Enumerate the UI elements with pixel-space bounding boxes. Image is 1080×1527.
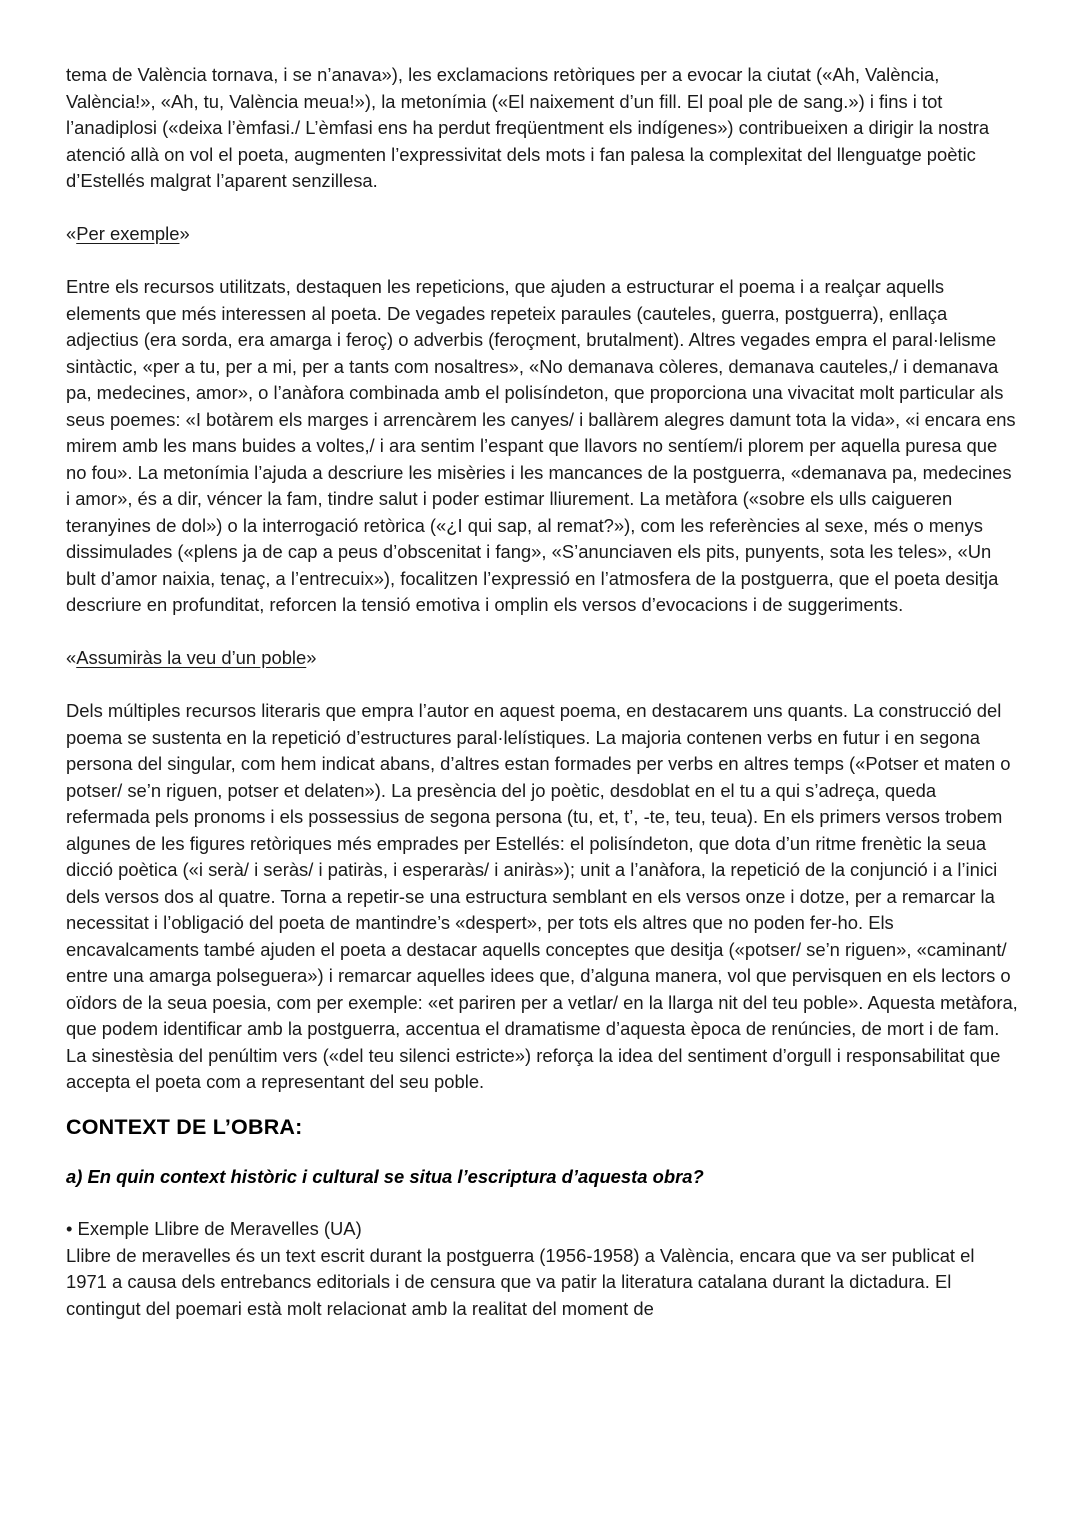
example-bullet: • Exemple Llibre de Meravelles (UA)	[66, 1218, 362, 1239]
close-quote: »	[179, 223, 190, 244]
spacer	[66, 672, 1018, 699]
open-quote: «	[66, 223, 77, 244]
section-body-assumiras: Dels múltiples recursos literaris que empra l’autor en aquest poema, en destacarem uns quants. La construcció del poema se sustenta en la repetició d’estructures paral·lelístiques. La majoria contenen verbs en futur i en segona persona del singular, com hem indicat abans, d’altres estan formades per verbs en altres temps («Potser et maten o potser/ se’n riguen, potser et delaten»). La presència del jo poètic, desdoblat en el tu a qui s’adreça, queda refermada pels pronoms i els possessius de segona persona (tu, et, t’, -te, teu, teua). En els primers versos trobem algunes de les figures retòriques més emprades per Estellés: el polisíndeton, que dota d’un ritme frenètic la seua dicció poètica («i serà/ i seràs/ i patiràs, i esperaràs/ i aniràs»); unit a l’anàfora, la repetició de la conjunció i a l’inici dels versos dos al quatre. Torna a repetir-se una estructura semblant en els versos onze i dotze, per a remarcar la necessitat i l’obligació del poeta de mantindre’s «despert», per tots els altres que no poden fer-ho. Els encavalcaments també ajuden el poeta a destacar aquells conceptes que desitja («potser/ se’n riguen», «caminant/ entre una amarga polseguera») i remarcar aquelles idees que, d’alguna manera, vol que pervisquen en els lectors o oïdors de la seua poesia, com per exemple: «et pariren per a vetlar/ en la llarga nit del teu poble». Aquesta metàfora, que podem identificar amb la postguerra, accentua el dramatisme d’aquesta època de renúncies, de mort i de fam. La sinestèsia del penúltim vers («del teu silenci estricte») reforça la idea del sentiment d’orgull i responsabilitat que accepta el poeta com a representant del seu poble.	[66, 700, 1018, 1092]
spacer	[66, 195, 1018, 222]
example-body: Llibre de meravelles és un text escrit durant la postguerra (1956-1958) a València, encara que va ser publicat el 1971 a causa dels entrebancs editorials i de censura que va patir la literatura catalana durant la dictadura. El contingut del poemari està molt relacionat amb la realitat del moment de	[66, 1244, 975, 1319]
close-quote: »	[306, 647, 317, 668]
section-title-text: Per exemple	[76, 223, 180, 244]
section-title-per-exemple	[66, 221, 1018, 248]
open-quote: «	[66, 647, 77, 668]
section-body-per-exemple: Entre els recursos utilitzats, destaquen les repeticions, que ajuden a estructurar el poema i a realçar aquells elements que més interessen al poeta. De vegades repeteix paraules (cauteles, guerra, postguerra), enllaça adjectius (era sorda, era amarga i feroç) o adverbis (feroçment, brutalment). Altres vegades empra el paral·lelisme sintàctic, «per a tu, per a mi, per a tants com nosaltres», «No demanava còleres, demanava cauteles,/ i demanava pa, medecines, amor», o l’anàfora combinada amb el polisíndeton, que proporciona una vivacitat molt particular als seus poemes: «I botàrem els marges i arrencàrem les canyes/ i ballàrem alegres damunt tota la vida», «i encara ens mirem amb les mans buides a voltes,/ i ara sentim l’espant que llavors no sentíem/i plorem per aquella puresa que no fou». La metonímia l’ajuda a descriure les misèries i les mancances de la postguerra, «demanava pa, medecines i amor», és a dir, véncer la fam, tindre salut i poder estimar lliurement. La metàfora («sobre els ulls caigueren teranyines de dol») o la interrogació retòrica («¿I qui sap, al remat?»), com les referències al sexe, més o menys dissimulades («plens ja de cap a peus d’obscenitat i fang», «S’anunciaven els pits, punyents, sota les teles», «Un bult d’amor naixia, tenaç, a l’entrecuix»), focalitzen l’expressió en l’atmosfera de la postguerra, que el poeta desitja descriure en profunditat, reforcen la tensió emotiva i omplin els versos d’evocacions i de suggeriments.	[66, 276, 1016, 615]
question-a: a) En quin context històric i cultural se situa l’escriptura d’aquesta obra?	[66, 1165, 704, 1187]
spacer	[66, 248, 1018, 275]
spacer	[66, 619, 1018, 646]
section-title-text: Assumiràs la veu d’un poble	[76, 647, 307, 668]
section-title-assumiras	[66, 645, 1018, 672]
document-page	[66, 62, 1018, 1322]
intro-paragraph: tema de València tornava, i se n’anava»), les exclamacions retòriques per a evocar la ciutat («Ah, València, València!», «Ah, tu, València meua!»), la metonímia («El naixement d’un fill. El poal ple de sang.») i fins i tot l’anadiplosi («deixa l’èmfasi./ L’èmfasi ens ha perdut freqüentment els indígenes») contribueixen a dirigir la nostra atenció allà on vol el poeta, augmenten l’expressivitat dels mots i fan palesa la complexitat del llenguatge poètic d’Estellés malgrat l’aparent senzillesa.	[66, 64, 990, 191]
context-heading: CONTEXT DE L’OBRA:	[66, 1114, 303, 1139]
